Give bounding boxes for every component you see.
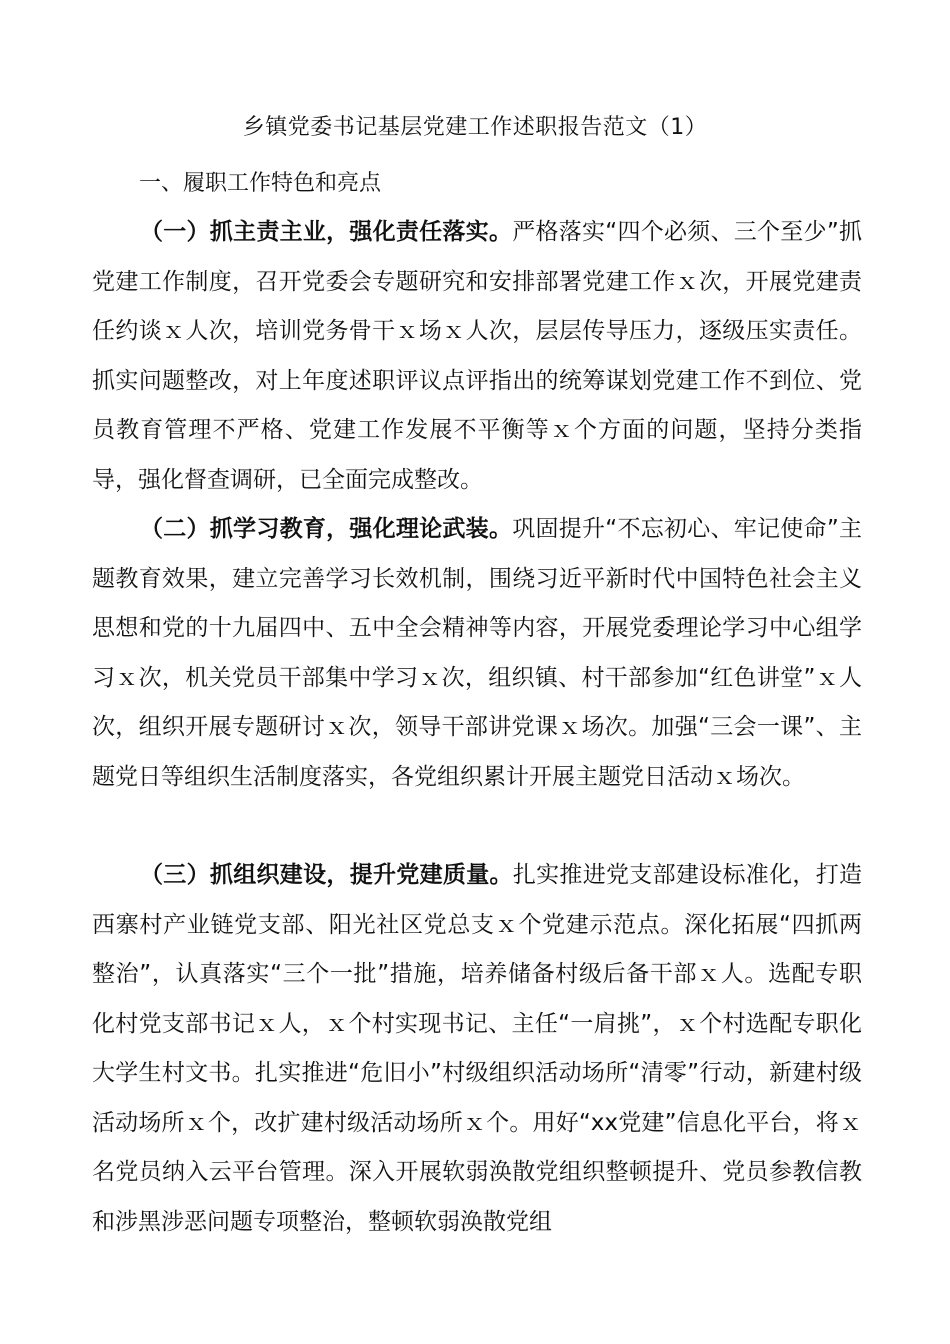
section-heading: 一、履职工作特色和亮点	[139, 171, 382, 196]
paragraph-3-lead: （三）抓组织建设，提升党建质量。	[140, 862, 513, 888]
paragraph-2-body: 巩固提升“不忘初心、牢记使命”主题教育效果，建立完善学习长效机制，围绕习近平新时代中国特色社会主义思想和党的十九届四中、五中全会精神等内容，开展党委理论学习中心组学习ｘ次，机关党员干部集中学习ｘ次，组织镇、村干部参加“红色讲堂”ｘ人次，组织开展专题研讨ｘ次，领导干部讲党课ｘ场次。加强“三会一课”、主题党日等组织生活制度落实，各党组织累计开展主题党日活动ｘ场次。	[92, 516, 862, 790]
paragraph-1-lead: （一）抓主责主业，强化责任落实。	[140, 219, 513, 245]
paragraph-1	[92, 208, 862, 505]
paragraph-2-lead: （二）抓学习教育，强化理论武装。	[140, 516, 513, 542]
document-title: 乡镇党委书记基层党建工作述职报告范文（1）	[242, 115, 708, 140]
paragraph-3	[92, 851, 862, 1247]
paragraph-2	[92, 505, 862, 802]
paragraph-1-body: 严格落实“四个必须、三个至少”抓党建工作制度，召开党委会专题研究和安排部署党建工作ｘ次，开展党建责任约谈ｘ人次，培训党务骨干ｘ场ｘ人次，层层传导压力，逐级压实责任。抓实问题整改，对上年度述职评议点评指出的统筹谋划党建工作不到位、党员教育管理不严格、党建工作发展不平衡等ｘ个方面的问题，坚持分类指导，强化督查调研，已全面完成整改。	[92, 219, 862, 493]
paragraph-3-body: 扎实推进党支部建设标准化，打造西寨村产业链党支部、阳光社区党总支ｘ个党建示范点。深化拓展“四抓两整治”，认真落实“三个一批”措施，培养储备村级后备干部ｘ人。选配专职化村党支部书记ｘ人，ｘ个村实现书记、主任“一肩挑”，ｘ个村选配专职化大学生村文书。扎实推进“危旧小”村级组织活动场所“清零”行动，新建村级活动场所ｘ个，改扩建村级活动场所ｘ个。用好“xx党建”信息化平台，将ｘ名党员纳入云平台管理。深入开展软弱涣散党组织整顿提升、党员参教信教和涉黑涉恶问题专项整治，整顿软弱涣散党组	[92, 862, 863, 1235]
